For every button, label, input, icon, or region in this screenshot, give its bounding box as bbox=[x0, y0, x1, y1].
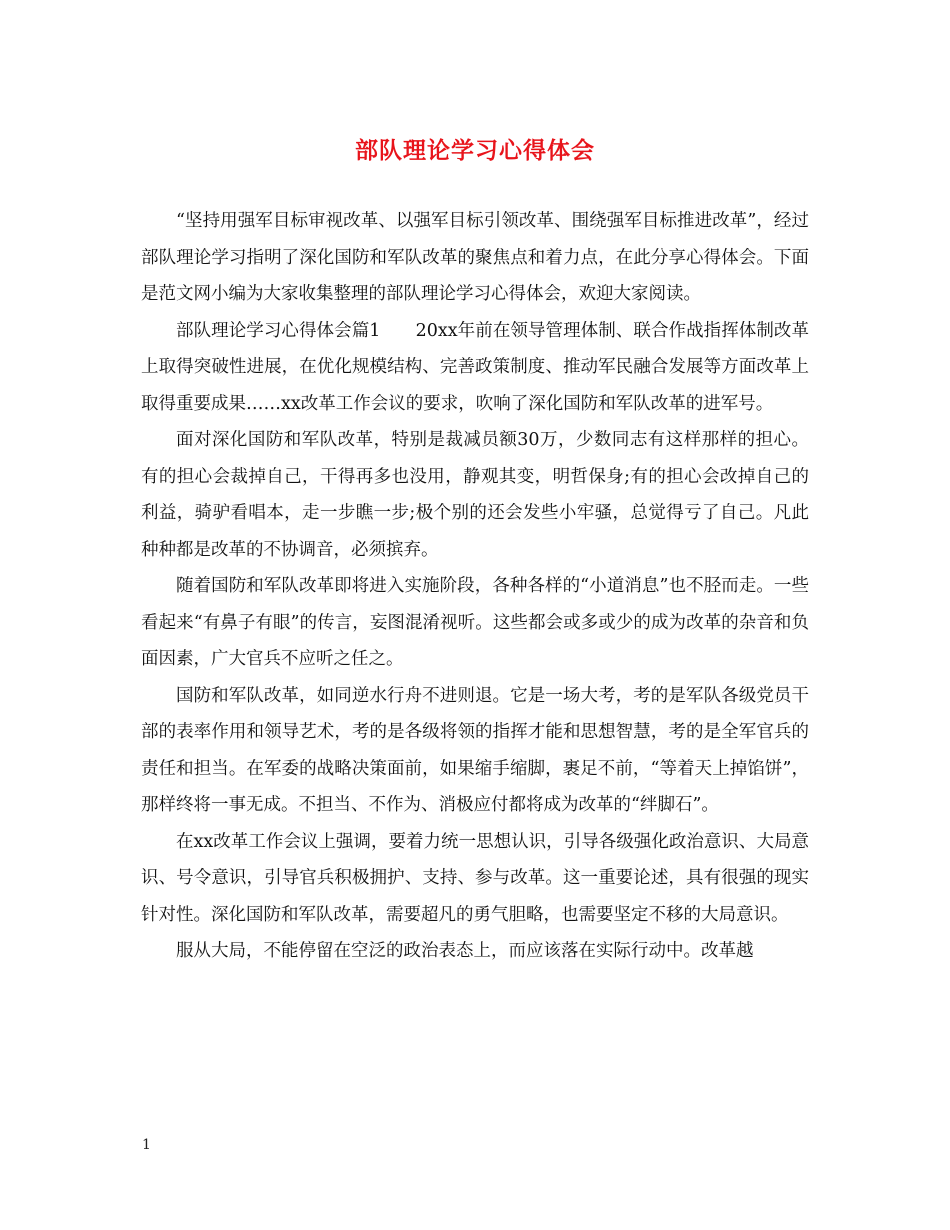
document-body bbox=[141, 203, 809, 970]
paragraph-rumors: 随着国防和军队改革即将进入实施阶段，各种各样的“小道消息”也不胫而走。一些看起来“有鼻子有眼”的传言，妄图混淆视听。这些都会或多或少的成为改革的杂音和负面因素，广大官兵不应听之任之。 bbox=[141, 576, 809, 669]
paragraph-section-1: 部队理论学习心得体会篇1 20xx年前在领导管理体制、联合作战指挥体制改革上取得突破性进展，在优化规模结构、完善政策制度、推动军民融合发展等方面改革上取得重要成果……xx改革工作会议的要求，吹响了深化国防和军队改革的进军号。 bbox=[141, 320, 809, 414]
page-title: 部队理论学习心得体会 bbox=[355, 137, 595, 164]
paragraph-big-exam: 国防和军队改革，如同逆水行舟不进则退。它是一场大考，考的是军队各级党员干部的表率作用和领导艺术，考的是各级将领的指挥才能和思想智慧，考的是全军官兵的责任和担当。在军委的战略决策面前，如果缩手缩脚，裹足不前，“等着天上掉馅饼”，那样终将一事无成。不担当、不作为、消极应付都将成为改革的“绊脚石”。 bbox=[141, 685, 809, 815]
paragraph-obey-overall: 服从大局，不能停留在空泛的政治表态上，而应该落在实际行动中。改革越 bbox=[176, 941, 754, 961]
page-number: 1 bbox=[142, 1137, 151, 1153]
paragraph-intro: “坚持用强军目标审视改革、以强军目标引领改革、围绕强军目标推进改革”，经过部队理论学习指明了深化国防和军队改革的聚焦点和着力点，在此分享心得体会。下面是范文网小编为大家收集整理的部队理论学习心得体会，欢迎大家阅读。 bbox=[141, 211, 809, 304]
paragraph-overall-awareness: 在xx改革工作会议上强调，要着力统一思想认识，引导各级强化政治意识、大局意识、号令意识，引导官兵积极拥护、支持、参与改革。这一重要论述，具有很强的现实针对性。深化国防和军队改革，需要超凡的勇气胆略，也需要坚定不移的大局意识。 bbox=[141, 831, 809, 925]
paragraph-layoff-concerns: 面对深化国防和军队改革，特别是裁减员额30万，少数同志有这样那样的担心。有的担心会裁掉自己，干得再多也没用，静观其变，明哲保身;有的担心会改掉自己的利益，骑驴看唱本，走一步瞧一步;极个别的还会发些小牢骚，总觉得亏了自己。凡此种种都是改革的不协调音，必须摈弃。 bbox=[141, 430, 809, 560]
